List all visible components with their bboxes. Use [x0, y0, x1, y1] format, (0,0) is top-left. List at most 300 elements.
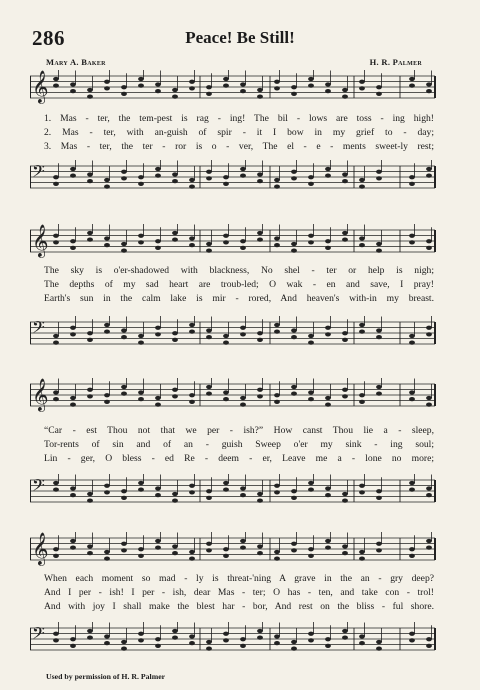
lyric-verse-3: And with joy I shall make the blest har - bor, And rest on the bliss - ful shore.	[44, 601, 434, 613]
notehead	[409, 334, 415, 338]
lyric-verse-2: The depths of my sad heart are troub-led; O wak - en and save, I pray!	[44, 279, 434, 291]
notehead	[223, 390, 229, 394]
notehead	[172, 95, 178, 99]
notehead	[155, 332, 161, 336]
notehead	[409, 234, 415, 238]
notehead	[138, 481, 144, 485]
notehead	[155, 167, 161, 171]
notehead	[189, 80, 195, 84]
notehead	[240, 239, 246, 243]
notehead	[325, 539, 331, 543]
notehead	[189, 550, 195, 554]
notehead	[257, 499, 263, 503]
notehead	[189, 86, 195, 90]
notehead	[376, 176, 382, 180]
notehead	[138, 84, 144, 88]
notehead	[172, 492, 178, 496]
notehead	[359, 178, 365, 182]
notehead	[223, 175, 229, 179]
notehead	[223, 77, 229, 81]
notehead	[104, 323, 110, 327]
notehead	[155, 174, 161, 178]
notehead	[274, 185, 280, 189]
notehead	[155, 637, 161, 641]
notehead	[53, 175, 59, 179]
notehead	[240, 493, 246, 497]
notehead	[376, 92, 382, 96]
notehead	[409, 390, 415, 394]
notehead	[291, 548, 297, 552]
notehead	[257, 629, 263, 633]
notehead	[53, 638, 59, 642]
notehead	[121, 242, 127, 246]
notehead	[104, 400, 110, 404]
notehead	[121, 385, 127, 389]
notehead	[206, 170, 212, 174]
notehead	[240, 546, 246, 550]
treble-clef-icon: 𝄞	[32, 378, 49, 411]
lyric-verse-3: Lin - ger, O bless - ed Re - deem - er, Leave me a - lone no more;	[44, 453, 434, 465]
notehead	[104, 80, 110, 84]
notehead	[155, 493, 161, 497]
notehead	[121, 489, 127, 493]
notehead	[70, 174, 76, 178]
notehead	[359, 86, 365, 90]
notehead	[240, 89, 246, 93]
notehead	[426, 403, 432, 407]
notehead	[359, 557, 365, 561]
notehead	[274, 550, 280, 554]
notehead	[53, 632, 59, 636]
notehead	[342, 544, 348, 548]
notehead	[70, 82, 76, 86]
lyrics-block	[44, 112, 434, 155]
notehead	[138, 547, 144, 551]
notehead	[342, 636, 348, 640]
notehead	[155, 246, 161, 250]
notehead	[376, 249, 382, 253]
notehead	[240, 167, 246, 171]
notehead	[359, 641, 365, 645]
notehead	[291, 249, 297, 253]
notehead	[155, 644, 161, 648]
notehead	[257, 388, 263, 392]
notehead	[308, 547, 314, 551]
notehead	[206, 92, 212, 96]
notehead	[87, 636, 93, 640]
notehead	[359, 243, 365, 247]
notehead	[138, 175, 144, 179]
notehead	[274, 323, 280, 327]
notehead	[426, 174, 432, 178]
notehead	[87, 492, 93, 496]
notehead	[409, 397, 415, 401]
notehead	[138, 77, 144, 81]
notehead	[342, 492, 348, 496]
notehead	[291, 496, 297, 500]
notehead	[359, 484, 365, 488]
notehead	[138, 182, 144, 186]
notehead	[308, 488, 314, 492]
notehead	[172, 629, 178, 633]
notehead	[70, 546, 76, 550]
notehead	[426, 637, 432, 641]
notehead	[121, 647, 127, 651]
notehead	[342, 238, 348, 242]
notehead	[53, 334, 59, 338]
notehead	[426, 332, 432, 336]
notehead	[138, 397, 144, 401]
notehead	[274, 557, 280, 561]
treble-staff	[30, 532, 436, 576]
notehead	[240, 332, 246, 336]
notehead	[342, 388, 348, 392]
notehead	[342, 629, 348, 633]
notehead	[325, 167, 331, 171]
notehead	[274, 178, 280, 182]
notehead	[291, 385, 297, 389]
notehead	[426, 644, 432, 648]
notehead	[189, 490, 195, 494]
notehead	[257, 179, 263, 183]
notehead	[426, 539, 432, 543]
notehead	[342, 172, 348, 176]
notehead	[206, 335, 212, 339]
notehead	[257, 172, 263, 176]
notehead	[308, 397, 314, 401]
notehead	[223, 182, 229, 186]
notehead	[223, 554, 229, 558]
notehead	[274, 400, 280, 404]
notehead	[70, 246, 76, 250]
notehead	[291, 92, 297, 96]
notehead	[121, 542, 127, 546]
notehead	[325, 246, 331, 250]
notehead	[189, 400, 195, 404]
treble-staff	[30, 70, 436, 114]
notehead	[121, 496, 127, 500]
notehead	[240, 644, 246, 648]
notehead	[308, 334, 314, 338]
notehead	[172, 551, 178, 555]
notehead	[138, 632, 144, 636]
notehead	[172, 231, 178, 235]
notehead	[223, 341, 229, 345]
notehead	[53, 77, 59, 81]
notehead	[291, 328, 297, 332]
notehead	[376, 548, 382, 552]
notehead	[223, 638, 229, 642]
notehead	[376, 242, 382, 246]
notehead	[308, 481, 314, 485]
notehead	[189, 236, 195, 240]
notehead	[359, 400, 365, 404]
notehead	[240, 326, 246, 330]
notehead	[308, 390, 314, 394]
notehead	[223, 481, 229, 485]
notehead	[376, 640, 382, 644]
notehead	[426, 486, 432, 490]
treble-staff	[30, 378, 436, 422]
notehead	[121, 335, 127, 339]
notehead	[240, 396, 246, 400]
permission-credit: Used by permission of H. R. Palmer	[46, 672, 166, 681]
notehead	[155, 396, 161, 400]
notehead	[155, 539, 161, 543]
notehead	[426, 82, 432, 86]
page-number: 286	[32, 26, 65, 50]
notehead	[121, 92, 127, 96]
notehead	[359, 634, 365, 638]
lyrics-block	[44, 424, 434, 467]
music-system-2	[30, 224, 436, 359]
notehead	[240, 82, 246, 86]
notehead	[308, 240, 314, 244]
notehead	[70, 239, 76, 243]
notehead	[53, 547, 59, 551]
notehead	[376, 647, 382, 651]
notehead	[342, 551, 348, 555]
notehead	[104, 634, 110, 638]
notehead	[257, 88, 263, 92]
notehead	[70, 332, 76, 336]
notehead	[426, 493, 432, 497]
notehead	[206, 85, 212, 89]
notehead	[223, 632, 229, 636]
lyric-verse-3: Earth's sun in the calm lake is mir - rored, And heaven's with-in my breast.	[44, 293, 434, 305]
notehead	[189, 323, 195, 327]
notehead	[342, 394, 348, 398]
notehead	[172, 331, 178, 335]
notehead	[223, 334, 229, 338]
notehead	[172, 636, 178, 640]
notehead	[342, 499, 348, 503]
notehead	[87, 179, 93, 183]
notehead	[206, 328, 212, 332]
notehead	[426, 396, 432, 400]
notehead	[206, 176, 212, 180]
notehead	[172, 499, 178, 503]
notehead	[325, 174, 331, 178]
notehead	[87, 551, 93, 555]
notehead	[257, 394, 263, 398]
notehead	[409, 488, 415, 492]
bass-clef-icon: 𝄢	[32, 317, 45, 341]
notehead	[104, 330, 110, 334]
treble-staff	[30, 224, 436, 268]
notehead	[189, 557, 195, 561]
notehead	[87, 544, 93, 548]
notehead	[138, 234, 144, 238]
notehead	[308, 341, 314, 345]
notehead	[87, 95, 93, 99]
notehead	[70, 326, 76, 330]
notehead	[426, 89, 432, 93]
notehead	[138, 341, 144, 345]
notehead	[240, 174, 246, 178]
notehead	[172, 238, 178, 242]
bass-clef-icon: 𝄢	[32, 475, 45, 499]
notehead	[206, 242, 212, 246]
notehead	[240, 486, 246, 490]
notehead	[87, 394, 93, 398]
notehead	[70, 539, 76, 543]
bass-staff	[30, 622, 436, 666]
notehead	[409, 547, 415, 551]
notehead	[257, 231, 263, 235]
notehead	[206, 392, 212, 396]
notehead	[53, 341, 59, 345]
notehead	[274, 490, 280, 494]
notehead	[206, 647, 212, 651]
notehead	[359, 550, 365, 554]
notehead	[257, 95, 263, 99]
notehead	[172, 338, 178, 342]
notehead	[138, 488, 144, 492]
notehead	[70, 637, 76, 641]
notehead	[189, 484, 195, 488]
notehead	[359, 330, 365, 334]
notehead	[240, 403, 246, 407]
notehead	[308, 234, 314, 238]
notehead	[308, 632, 314, 636]
notehead	[325, 546, 331, 550]
notehead	[121, 176, 127, 180]
bass-staff	[30, 474, 436, 518]
notehead	[53, 481, 59, 485]
notehead	[172, 388, 178, 392]
lyric-verse-3: 3. Mas - ter, the ter - ror is o - ver, The el - e - ments sweet-ly rest;	[44, 141, 434, 153]
lyric-verse-1: “Car - est Thou not that we per - ish?” How canst Thou lie a - sleep,	[44, 425, 434, 436]
notehead	[308, 182, 314, 186]
notehead	[308, 77, 314, 81]
notehead	[325, 326, 331, 330]
lyric-verse-2: And I per - ish! I per - ish, dear Mas - ter; O has - ten, and take con - trol!	[44, 587, 434, 599]
notehead	[206, 385, 212, 389]
notehead	[189, 330, 195, 334]
bass-clef-icon: 𝄢	[32, 623, 45, 647]
bass-clef-icon: 𝄢	[32, 161, 45, 185]
notehead	[53, 234, 59, 238]
notehead	[87, 331, 93, 335]
notehead	[172, 544, 178, 548]
notehead	[206, 548, 212, 552]
notehead	[87, 629, 93, 633]
notehead	[274, 80, 280, 84]
notehead	[121, 548, 127, 552]
notehead	[206, 542, 212, 546]
notehead	[257, 338, 263, 342]
notehead	[53, 397, 59, 401]
notehead	[87, 172, 93, 176]
notehead	[291, 85, 297, 89]
notehead	[409, 175, 415, 179]
notehead	[359, 323, 365, 327]
notehead	[104, 557, 110, 561]
notehead	[325, 486, 331, 490]
notehead	[376, 392, 382, 396]
notehead	[104, 393, 110, 397]
notehead	[104, 236, 110, 240]
notehead	[223, 84, 229, 88]
notehead	[70, 89, 76, 93]
notehead	[409, 182, 415, 186]
notehead	[70, 396, 76, 400]
notehead	[409, 77, 415, 81]
notehead	[155, 326, 161, 330]
notehead	[172, 179, 178, 183]
notehead	[87, 238, 93, 242]
notehead	[104, 484, 110, 488]
notehead	[308, 175, 314, 179]
notehead	[70, 644, 76, 648]
notehead	[291, 170, 297, 174]
notehead	[291, 647, 297, 651]
notehead	[325, 493, 331, 497]
notehead	[291, 176, 297, 180]
notehead	[274, 393, 280, 397]
notehead	[291, 242, 297, 246]
notehead	[409, 554, 415, 558]
notehead	[426, 546, 432, 550]
notehead	[138, 334, 144, 338]
notehead	[172, 88, 178, 92]
notehead	[206, 496, 212, 500]
notehead	[53, 84, 59, 88]
notehead	[376, 496, 382, 500]
notehead	[376, 385, 382, 389]
notehead	[409, 341, 415, 345]
notehead	[53, 488, 59, 492]
notehead	[325, 332, 331, 336]
treble-clef-icon: 𝄞	[32, 532, 49, 565]
notehead	[240, 246, 246, 250]
notehead	[70, 167, 76, 171]
notehead	[409, 240, 415, 244]
lyric-verse-1: 1. Mas - ter, the tem-pest is rag - ing! The bil - lows are toss - ing high!	[44, 113, 434, 124]
notehead	[308, 638, 314, 642]
notehead	[189, 393, 195, 397]
notehead	[426, 239, 432, 243]
notehead	[121, 170, 127, 174]
notehead	[138, 638, 144, 642]
notehead	[359, 185, 365, 189]
lyric-verse-2: Tor-rents of sin and of an - guish Sweep o'er my sink - ing soul;	[44, 439, 434, 451]
composer-credit: H. R. Palmer	[369, 57, 422, 67]
notehead	[376, 489, 382, 493]
notehead	[155, 239, 161, 243]
notehead	[104, 550, 110, 554]
notehead	[155, 403, 161, 407]
notehead	[359, 80, 365, 84]
notehead	[325, 396, 331, 400]
notehead	[206, 640, 212, 644]
notehead	[121, 249, 127, 253]
notehead	[189, 178, 195, 182]
notehead	[409, 84, 415, 88]
notehead	[70, 403, 76, 407]
notehead	[189, 243, 195, 247]
notehead	[257, 238, 263, 242]
notehead	[257, 331, 263, 335]
notehead	[291, 335, 297, 339]
notehead	[121, 85, 127, 89]
notehead	[291, 392, 297, 396]
notehead	[426, 246, 432, 250]
treble-clef-icon: 𝄞	[32, 70, 49, 103]
notehead	[53, 182, 59, 186]
notehead	[342, 179, 348, 183]
